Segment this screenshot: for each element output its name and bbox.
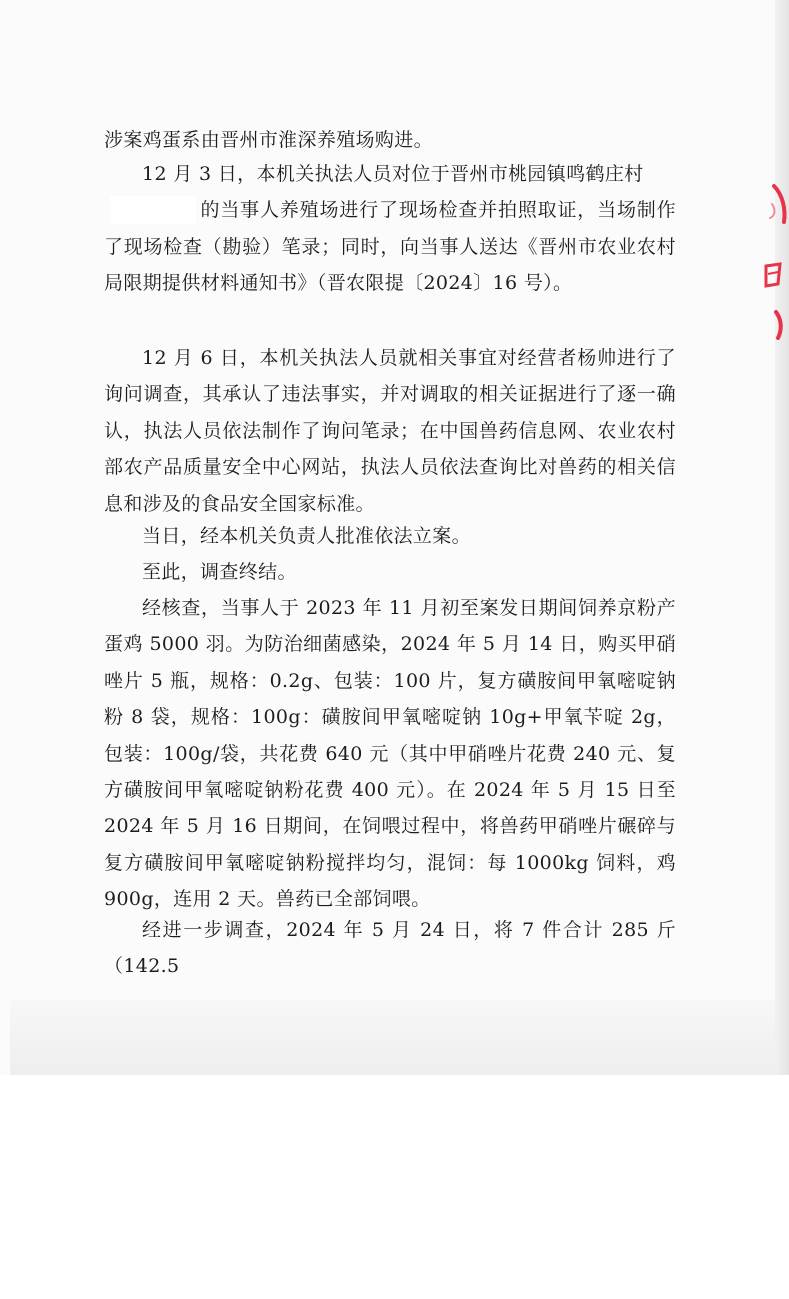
paragraph-case-filing: 当日，经本机关负责人批准依法立案。 <box>142 525 471 547</box>
paragraph-egg-source: 涉案鸡蛋系由晋州市淮深养殖场购进。 <box>104 129 433 151</box>
paragraph-site-inspection-rest: 的当事人养殖场进行了现场检查并拍照取证，当场制作了现场检查（勘验）笔录；同时，向当事人送达《晋州市农业农村局限期提供材料通知书》（晋农限提〔2024〕16 号）。 <box>104 199 676 295</box>
paragraph-investigation-end: 至此，调查终结。 <box>142 561 297 583</box>
paragraph-findings: 经核查，当事人于 2023 年 11 月初至案发日期间饲养京粉产蛋鸡 5000 羽。为防治细菌感染，2024 年 5 月 14 日，购买甲硝唑片 5 瓶，规格：0.2g、包装：100 片，复方磺胺间甲氧嘧啶钠粉 8 袋，规格：100g：磺胺间甲氧嘧啶钠 10g+甲氧苄啶 2g，包装：100g/袋，共花费 640 元（其中甲硝唑片花费 240 元、复方磺胺间甲氧嘧啶钠粉花费 400 元）。在 2024 年 5 月 15 日至 2024 年 5 月 16 日期间，在饲喂过程中，将兽药甲硝唑片碾碎与复方磺胺间甲氧嘧啶钠粉搅拌均匀，混饲：每 1000kg 饲料，鸡 900g，连用 2 天。兽药已全部饲喂。 <box>104 597 676 911</box>
page-edge-shadow <box>775 0 789 1075</box>
paragraph-site-inspection-line1: 12 月 3 日，本机关执法人员对位于晋州市桃园镇鸣鹤庄村 <box>142 163 644 185</box>
paragraph-site-inspection <box>104 156 676 302</box>
scan-shadow <box>10 1000 789 1075</box>
paragraph-inquiry: 12 月 6 日，本机关执法人员就相关事宜对经营者杨帅进行了询问调查，其承认了违法事实，并对调取的相关证据进行了逐一确认，执法人员依法制作了询问笔录；在中国兽药信息网、农业农村部农产品质量安全中心网站，执法人员依法查询比对兽药的相关信息和涉及的食品安全国家标准。 <box>104 347 676 515</box>
paragraph-further-investigation: 经进一步调查，2024 年 5 月 24 日，将 7 件合计 285 斤（142.5 <box>104 919 676 978</box>
red-seal-stamp <box>752 180 788 340</box>
